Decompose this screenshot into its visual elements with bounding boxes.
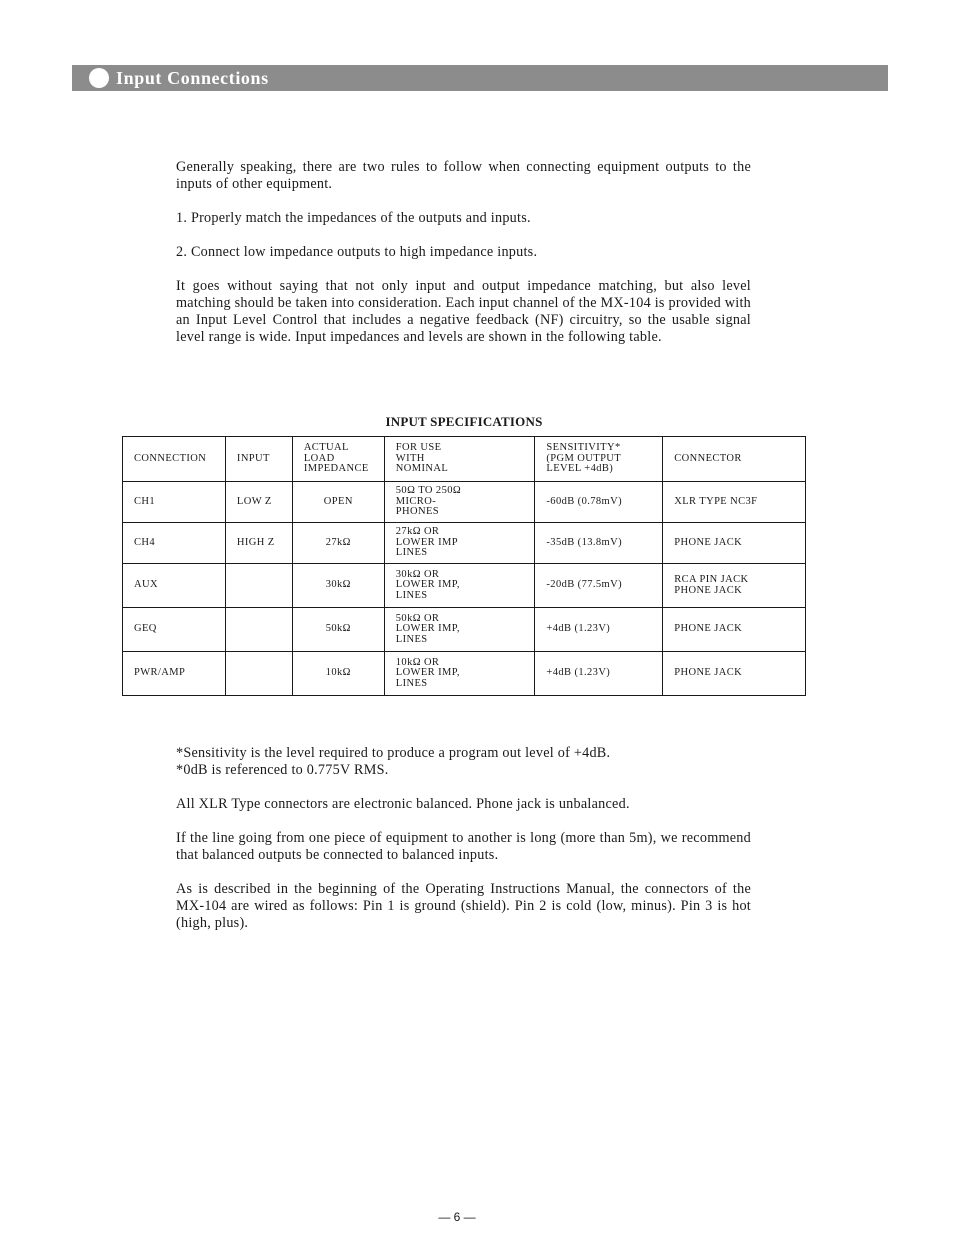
table-cell: +4dB (1.23V) [535,652,663,696]
table-cell: XLR TYPE NC3F [663,482,806,523]
table-row [123,608,806,652]
table-cell: 10kΩ OR LOWER IMP, LINES [384,652,535,696]
rule-2-text: 2. Connect low impedance outputs to high impedance inputs. [176,244,538,260]
table-cell: PHONE JACK [663,523,806,564]
sensitivity-note [176,745,751,779]
table-cell: 10kΩ [292,652,384,696]
bullet-dot-icon [89,68,109,88]
table-cell: +4dB (1.23V) [535,608,663,652]
note-wiring: As is described in the beginning of the Operating Instructions Manual, the connectors of the MX-104 are wired as follows: Pin 1 is ground (shield). Pin 2 is cold (low, minus). Pin 3 is hot (high, plus). [176,881,751,931]
table-cell: 50kΩ OR LOWER IMP, LINES [384,608,535,652]
table-cell: CH1 [123,482,226,523]
table-cell: RCA PIN JACK PHONE JACK [663,564,806,608]
table-cell: GEQ [123,608,226,652]
table-row [123,523,806,564]
table-cell: AUX [123,564,226,608]
intro-paragraph-2 [176,278,751,346]
table-row [123,564,806,608]
rule-1 [176,210,751,227]
rule-2 [176,244,751,261]
table-cell: 50Ω TO 250Ω MICRO- PHONES [384,482,535,523]
note-xlr: All XLR Type connectors are electronic balanced. Phone jack is unbalanced. [176,796,630,812]
balanced-note [176,830,751,864]
table-cell: -35dB (13.8mV) [535,523,663,564]
table-row [123,652,806,696]
section-title: Input Connections [116,67,269,88]
table-cell: 27kΩ OR LOWER IMP LINES [384,523,535,564]
table-cell [225,652,292,696]
rule-1-text: 1. Properly match the impedances of the outputs and inputs. [176,210,531,226]
header-cell: CONNECTION [123,437,226,482]
header-cell: CONNECTOR [663,437,806,482]
table-title: INPUT SPECIFICATIONS [385,414,543,429]
table-cell: PHONE JACK [663,652,806,696]
table-cell: HIGH Z [225,523,292,564]
note-sensitivity: *Sensitivity is the level required to produce a program out level of +4dB. [176,745,611,761]
table-cell: CH4 [123,523,226,564]
table-cell: 30kΩ OR LOWER IMP, LINES [384,564,535,608]
table-cell [225,564,292,608]
table-cell [225,608,292,652]
xlr-note [176,796,751,813]
table-cell: OPEN [292,482,384,523]
section-header-bar [72,65,888,91]
table-cell: PHONE JACK [663,608,806,652]
intro-text-2: It goes without saying that not only input and output impedance matching, but also level matching should be taken into consideration. Each input channel of the MX-104 is provided with an Input Level Control that includes a negative feedback (NF) circuitry, so the usable signal level range is wide. Input impedances and levels are shown in the following table. [176,278,751,345]
note-balanced: If the line going from one piece of equipment to another is long (more than 5m), we recommend that balanced outputs be connected to balanced inputs. [176,830,751,863]
intro-paragraph [176,159,751,193]
table-row [123,482,806,523]
table-cell: 27kΩ [292,523,384,564]
note-reference: *0dB is referenced to 0.775V RMS. [176,762,389,778]
header-cell: SENSITIVITY* (PGM OUTPUT LEVEL +4dB) [535,437,663,482]
table-header-row [123,437,806,482]
header-cell: INPUT [225,437,292,482]
table-cell: 50kΩ [292,608,384,652]
table-cell: LOW Z [225,482,292,523]
header-cell: FOR USE WITH NOMINAL [384,437,535,482]
wiring-note [176,881,751,932]
table-cell: PWR/AMP [123,652,226,696]
page-number: — 6 — [438,1210,476,1224]
intro-text-1: Generally speaking, there are two rules to follow when connecting equipment outputs to the inputs of other equipment. [176,159,751,192]
table-cell: -60dB (0.78mV) [535,482,663,523]
header-cell: ACTUAL LOAD IMPEDANCE [292,437,384,482]
table-cell: 30kΩ [292,564,384,608]
input-specifications-table [122,436,806,696]
table-cell: -20dB (77.5mV) [535,564,663,608]
